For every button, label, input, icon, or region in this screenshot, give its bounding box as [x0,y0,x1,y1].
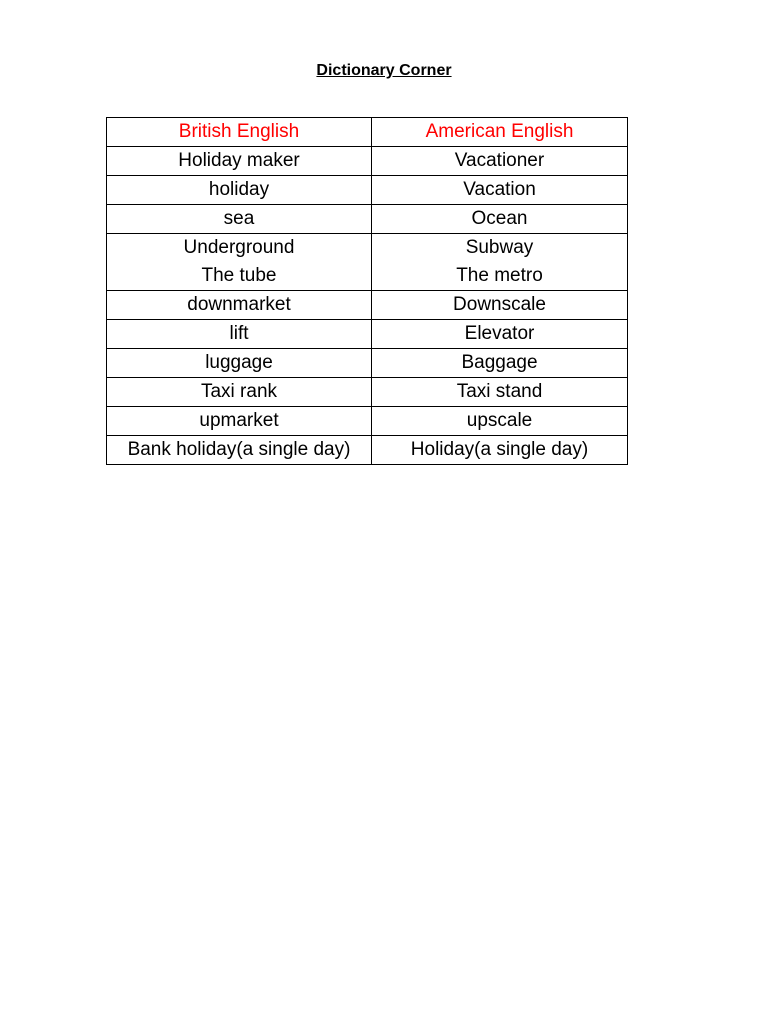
british-term-cell [107,436,372,465]
table-row [107,407,628,436]
british-term-cell [107,176,372,205]
american-term-cell [372,291,628,320]
british-term-cell [107,349,372,378]
american-term-text: Subway [465,237,534,258]
american-term-cell [372,378,628,407]
british-term-text: Holiday maker [178,150,300,171]
american-term-cell [372,205,628,234]
american-term-text: The metro [456,265,543,286]
british-term-cell [107,407,372,436]
american-term-cell [372,407,628,436]
table-row [107,205,628,234]
table-body [107,147,628,465]
american-term-cell [372,436,628,465]
american-term-cell [372,320,628,349]
british-term-cell [107,291,372,320]
table-row [107,234,628,291]
british-term-text: Bank holiday(a single day) [127,439,351,460]
header-row [107,118,628,147]
american-term-cell [372,176,628,205]
american-term-text: Elevator [464,323,535,344]
british-term-text: The tube [201,265,277,286]
table-row [107,320,628,349]
table-row [107,378,628,407]
table-row [107,176,628,205]
american-term-text: Vacation [463,179,536,200]
table-row [107,349,628,378]
american-term-cell [372,234,628,291]
american-term-text: Ocean [471,208,528,229]
table-row [107,147,628,176]
british-term-cell [107,147,372,176]
american-term-text: Taxi stand [456,381,543,402]
british-term-text: Taxi rank [200,381,278,402]
american-term-text: Baggage [461,352,538,373]
british-term-text: luggage [205,352,273,373]
table-row [107,436,628,465]
table-row [107,291,628,320]
british-term-cell [107,205,372,234]
british-term-cell [107,320,372,349]
british-term-cell [107,378,372,407]
dictionary-table [106,117,628,465]
british-term-text: Underground [183,237,295,258]
column-header-british-english: British English [107,118,372,147]
american-term-cell [372,147,628,176]
british-term-text: holiday [208,179,270,200]
american-term-text: Downscale [453,294,546,315]
page-title: Dictionary Corner [316,62,452,79]
british-term-text: sea [223,208,255,229]
american-term-text: Holiday(a single day) [410,439,589,460]
british-term-text: lift [229,323,249,344]
american-term-text: Vacationer [454,150,545,171]
column-header-american-english: American English [372,118,628,147]
table-header [107,118,628,147]
american-term-text: upscale [466,410,533,431]
british-term-cell [107,234,372,291]
british-term-text: upmarket [199,410,279,431]
american-term-cell [372,349,628,378]
british-term-text: downmarket [187,294,291,315]
